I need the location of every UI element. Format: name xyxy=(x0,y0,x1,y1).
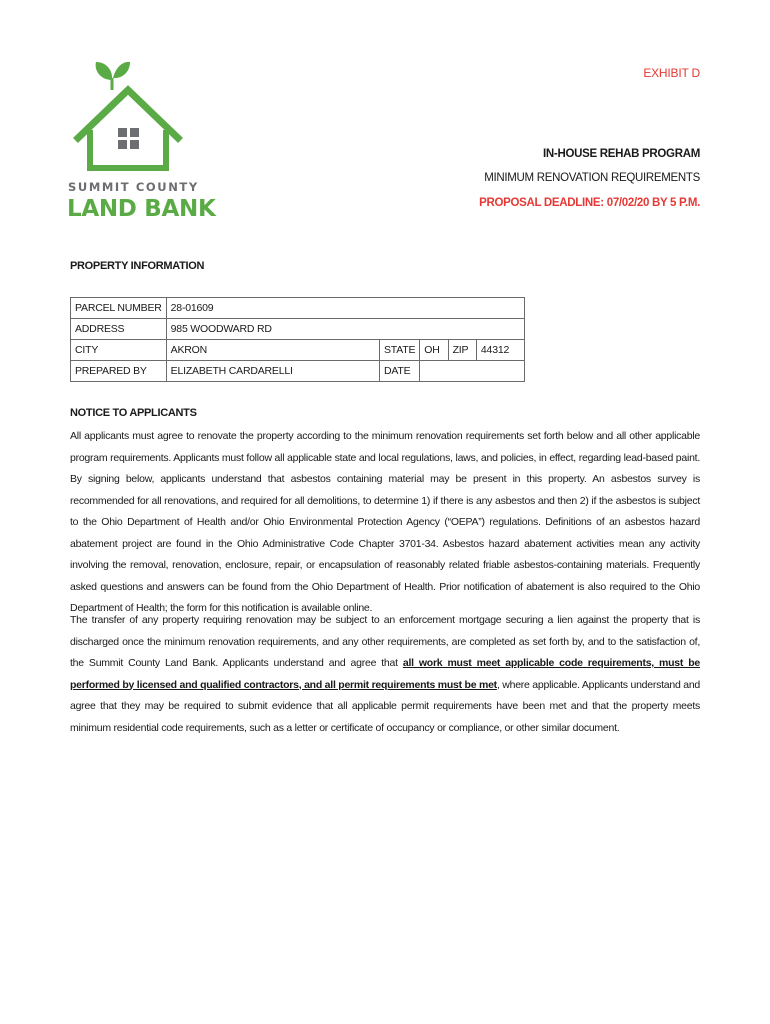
zip-label: ZIP xyxy=(448,340,476,361)
notice-paragraph-1: All applicants must agree to renovate the property according to the minimum renovation requirements set forth below and all other applicable program requirements. Applicants must follow all applicable state and local regulations, laws, and policies, in effect, regarding lead-based paint. By signing below, applicants understand that asbestos containing material may be present in this property. An asbestos survey is recommended for all renovations, and required for all demolitions, to determine 1) if there is any asbestos and then 2) if the asbestos is subject to the Ohio Department of Health and/or Ohio Environmental Protection Agency (“OEPA”) regulations. Definitions of an asbestos hazard abatement project are found in the Ohio Administrative Code Chapter 3701-34. Asbestos hazard abatement activities mean any activity involving the removal, renovation, enclosure, repair, or encapsulation of reasonably related friable asbestos-containing materials. Frequently asked questions and answers can be found from the Ohio Department of Health. Prior notification of abatement is also required to the Ohio Department of Health; the form for this notification is available online. xyxy=(70,430,700,614)
paragraph-2-text-end: , where applicable. Applicants understand and agree that they may be required to submit evidence that all applicable permit requirements have been met and that the property meets minimum residential code requirements, such as a letter or certificate of occupancy or compliance, or other similar document. xyxy=(70,678,700,734)
requirements-title: MINIMUM RENOVATION REQUIREMENTS xyxy=(484,172,700,184)
exhibit-label: EXHIBIT D xyxy=(643,66,700,80)
house-with-sprout-icon xyxy=(66,58,196,178)
logo-text-summit-county: SUMMIT COUNTY xyxy=(68,180,199,194)
program-title: IN-HOUSE REHAB PROGRAM xyxy=(543,148,700,160)
table-row xyxy=(71,340,525,361)
address-value: 985 WOODWARD RD xyxy=(166,319,524,340)
date-value xyxy=(420,361,525,382)
state-label: STATE xyxy=(380,340,420,361)
state-value: OH xyxy=(420,340,448,361)
city-value: AKRON xyxy=(166,340,379,361)
table-row xyxy=(71,361,525,382)
date-label: DATE xyxy=(380,361,420,382)
proposal-deadline: PROPOSAL DEADLINE: 07/02/20 BY 5 P.M. xyxy=(479,197,700,209)
zip-value: 44312 xyxy=(476,340,524,361)
prepared-by-value: ELIZABETH CARDARELLI xyxy=(166,361,379,382)
table-row xyxy=(71,319,525,340)
parcel-number-value: 28-01609 xyxy=(166,298,524,319)
table-row xyxy=(71,298,525,319)
city-label: CITY xyxy=(71,340,167,361)
paragraph-2-underlined-requirement: all work must meet applicable code requirements, must be performed by licensed and qualified contractors, and all permit requirements must be met xyxy=(70,657,700,691)
summit-county-land-bank-logo xyxy=(66,58,216,230)
logo-text-land-bank: LAND BANK xyxy=(67,196,216,222)
parcel-number-label: PARCEL NUMBER xyxy=(71,298,167,319)
property-information-table xyxy=(70,297,525,382)
notice-paragraph-2 xyxy=(70,610,700,739)
address-label: ADDRESS xyxy=(71,319,167,340)
prepared-by-label: PREPARED BY xyxy=(71,361,167,382)
notice-heading: NOTICE TO APPLICANTS xyxy=(70,407,197,419)
paragraph-2-text-start: The transfer of any property requiring renovation may be subject to an enforcement mortgage securing a lien against the property that is discharged once the minimum renovation requirements, and any other requirements, are completed as set forth by, and to the satisfaction of, the Summit County Land Bank. Applicants understand and agree that xyxy=(70,614,700,669)
property-information-heading: PROPERTY INFORMATION xyxy=(70,260,205,272)
